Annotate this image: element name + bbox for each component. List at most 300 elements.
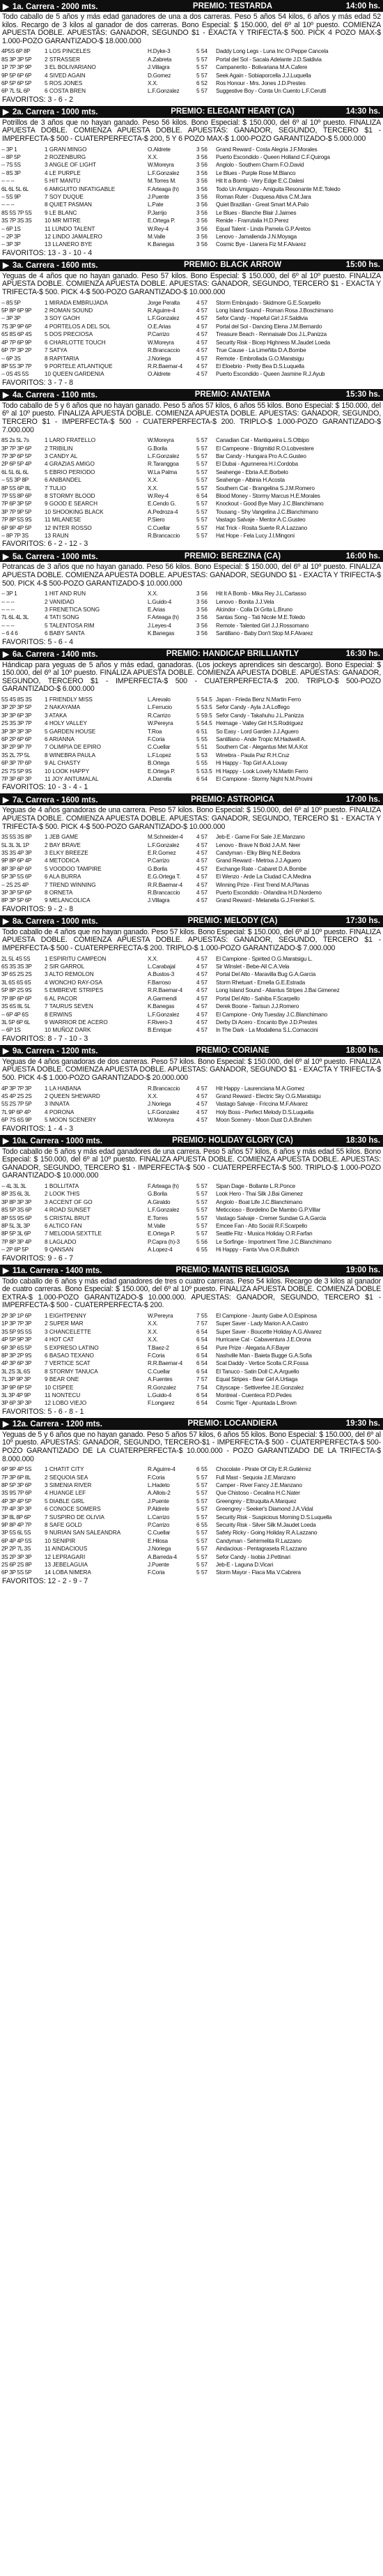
entry-number: 10 xyxy=(45,371,52,378)
horse-name: ARIANNA xyxy=(49,736,75,742)
pedigree-trainer xyxy=(216,833,383,841)
race-block xyxy=(0,1418,383,1587)
recent-form: 6S 8S 6P 4S xyxy=(1,331,32,338)
pedigree-trainer xyxy=(216,217,383,224)
race-block xyxy=(0,793,383,915)
trainer-name: L.Brown xyxy=(276,1400,297,1407)
pedigree-trainer xyxy=(216,314,383,322)
trainer-name: O.R.Farfan xyxy=(286,1230,313,1237)
pedigree-trainer xyxy=(216,460,383,468)
recent-form: 3P 6P 3P 3P xyxy=(1,1400,32,1407)
age-weight: 3 56 xyxy=(196,630,208,637)
horse-name: ANIBANDEL xyxy=(49,477,81,484)
horse-cell xyxy=(43,857,148,864)
pedigree-trainer xyxy=(216,177,383,185)
pedigree: Cosmic Bye - Llanera Fiz xyxy=(216,241,276,248)
recent-form: 2P 3P 1P 6P xyxy=(1,1312,32,1319)
list-item xyxy=(0,436,383,444)
race-header xyxy=(0,106,383,118)
age-weight: 3 56 xyxy=(196,218,208,224)
horse-name: JEB GAME xyxy=(49,834,79,841)
pedigree: Lenovo - Bonita xyxy=(216,598,254,605)
pedigree-trainer xyxy=(216,299,383,307)
pedigree: Roman Ruler - Duquesa Ativa xyxy=(216,194,288,201)
pedigree-trainer xyxy=(216,370,383,378)
trainer-name: J.A.M. Neer xyxy=(272,841,301,848)
pedigree: Southern Cat - Brangelina xyxy=(216,485,279,491)
pedigree-trainer xyxy=(216,339,383,346)
horse-name: DIABLE GIRL xyxy=(49,1497,85,1504)
list-item xyxy=(0,897,383,904)
race-block xyxy=(0,915,383,1045)
jockey-name: W.Rey-4 xyxy=(148,225,169,232)
age-weight: 6 54 xyxy=(196,1360,208,1367)
list-item xyxy=(0,622,383,630)
race-header xyxy=(0,915,383,927)
triangle-right-icon: ▶ xyxy=(3,917,9,927)
entry-number: 7 xyxy=(45,485,48,491)
triangle-right-icon: ▶ xyxy=(3,391,9,400)
race-prize: PREMIO: HANDICAP BRILLIANTLY xyxy=(166,650,299,659)
pedigree: Greengrey - Seeker's Diamond xyxy=(216,1506,290,1513)
pedigree: Hit It A Bomb - Mika Rey xyxy=(216,590,274,597)
jockey-name: L.F.Gonzalez xyxy=(148,169,180,176)
jockey-name: R.R.Baemar-4 xyxy=(148,987,182,994)
horse-name: CANDY AL xyxy=(49,452,78,459)
recent-form: -- 5S 9P xyxy=(1,194,21,201)
pedigree-trainer xyxy=(216,1375,383,1383)
horse-cell xyxy=(43,696,148,703)
trainer-name: C.M.Jara xyxy=(289,194,311,201)
race-number-text: 5a. Carrera - 1000 mts. xyxy=(12,552,98,561)
list-item xyxy=(0,185,383,193)
entry-number: 8 xyxy=(45,890,48,897)
trainer-name: J.J.Rossomano xyxy=(271,622,309,629)
entries-list xyxy=(0,47,383,95)
horse-cell xyxy=(43,970,148,978)
list-item xyxy=(0,217,383,224)
entry-number: 5 xyxy=(45,1344,48,1351)
pedigree-trainer xyxy=(216,881,383,889)
entry-number: 10 xyxy=(45,218,52,224)
recent-form: -- 8S 5P xyxy=(1,299,21,306)
pedigree: Jeb-E - Game For Sale xyxy=(216,834,272,841)
pedigree-trainer xyxy=(216,209,383,217)
race-conditions: Todo caballo de 5 años y más edad ganadores de una carrera. Peso 5 años 57 kilos, 6 años y más edad 55 kilos. Bono Especial: $ 150.000, del 6º al 10º puesto. FINALIZA APUESTA DOBLE. COMIENZA APUESTA DOBLE. APUESTAS: GANADOR, SEGUNDO, TERCERO $1 - IMPERFECTA-$ 500 - CUATERPERFECTA-$ 500. TRIPLO-$ 1.000-POZO GARANTIZADO-$ 10.000.000 xyxy=(2,1147,381,1180)
jockey-name: F.Barroso xyxy=(148,979,171,986)
list-item xyxy=(0,532,383,540)
list-item xyxy=(0,712,383,719)
recent-form: 4P 3P 6P 3P xyxy=(1,1360,32,1367)
age-weight: 7 57 xyxy=(196,1376,208,1383)
pedigree: Portal Del Alto - Sahiba xyxy=(216,995,272,1002)
pedigree-trainer xyxy=(216,1019,383,1026)
list-item xyxy=(0,370,383,378)
horse-cell xyxy=(43,233,148,241)
horse-name: VOODOO TAMPIRE xyxy=(49,865,102,872)
jockey-name: J.Puente xyxy=(148,1497,169,1504)
horse-cell xyxy=(43,201,148,208)
race-number xyxy=(3,551,127,561)
pedigree: Santas Song - Tati Nicole xyxy=(216,614,276,621)
entry-number: 7 xyxy=(45,347,48,354)
triangle-right-icon: ▶ xyxy=(3,1137,9,1146)
race-prize: PREMIO: MANTIS RELIGIOSA xyxy=(175,1266,290,1275)
pedigree-trainer xyxy=(216,161,383,169)
pedigree: Angiolo - Boat Life xyxy=(216,1198,260,1205)
pedigree-trainer xyxy=(216,1222,383,1230)
recent-form: -- 6 4 6 xyxy=(1,630,18,637)
horse-name: ROAD SUNSET xyxy=(49,1207,91,1214)
list-item xyxy=(0,1011,383,1019)
jockey-name: F.Coria xyxy=(148,1474,165,1481)
pedigree-trainer xyxy=(216,1026,383,1034)
trainer-name: M.A.Cafere xyxy=(279,64,308,71)
list-item xyxy=(0,1545,383,1553)
trainer-name: F.Scarpello xyxy=(272,995,300,1002)
pedigree: Security Risk - Silver Silk xyxy=(216,1522,276,1529)
horse-name: SATYA xyxy=(49,347,68,354)
race-prize: PREMIO: BEREZINA (CA) xyxy=(184,551,281,561)
jockey-name: L.Arevalo xyxy=(148,696,171,703)
entry-number: 4 xyxy=(45,720,48,727)
race-number xyxy=(3,649,127,659)
pedigree-trainer xyxy=(216,346,383,354)
age-weight: 5 57 xyxy=(196,1569,208,1576)
entries-list xyxy=(0,299,383,379)
horse-cell xyxy=(43,193,148,201)
trainer-name: N.Martin Ferro xyxy=(273,768,308,775)
horse-cell xyxy=(43,1190,148,1198)
list-item xyxy=(0,1352,383,1359)
horse-name: ROS JONES xyxy=(49,80,83,86)
entry-number: 11 xyxy=(45,225,51,232)
recent-form: 3P 3P 6P 3P xyxy=(1,712,32,719)
jockey-name: F.Arteaga (h) xyxy=(148,614,179,621)
trainer-name: J.E.Orona xyxy=(286,1336,311,1343)
race-number-text: 11a. Carrera - 1400 mts. xyxy=(12,1267,102,1276)
race-time: 19:30 hs. xyxy=(345,1419,380,1428)
list-item xyxy=(0,1344,383,1352)
pedigree-trainer xyxy=(216,849,383,857)
race-header xyxy=(0,259,383,271)
age-weight: 6 51 xyxy=(196,728,208,735)
age-weight: 3 56 xyxy=(196,606,208,613)
age-weight: 3 56 xyxy=(196,146,208,153)
list-item xyxy=(0,1553,383,1561)
pedigree: Camper - River Fancy xyxy=(216,1482,269,1488)
pedigree: In The Dark - La Modallena xyxy=(216,1027,281,1034)
list-item xyxy=(0,307,383,314)
pedigree-trainer xyxy=(216,768,383,775)
recent-form: 2L 5L 4S 5S xyxy=(1,955,31,962)
list-item xyxy=(0,1328,383,1336)
jockey-name: P.Carrizo xyxy=(148,1522,170,1529)
jockey-name: M.Valle xyxy=(148,1222,166,1229)
jockey-name: X.X. xyxy=(148,1320,158,1327)
age-weight: 5 57 xyxy=(196,1482,208,1488)
entry-number: 4 xyxy=(45,858,48,864)
horse-cell xyxy=(43,1392,148,1399)
pedigree-trainer xyxy=(216,1108,383,1116)
age-weight: 4 57 xyxy=(196,1003,208,1010)
jockey-name: X.X. xyxy=(148,1092,158,1099)
horse-cell xyxy=(43,1206,148,1214)
horse-name: ACCENT OF GO xyxy=(49,1198,93,1205)
entry-number: 6 xyxy=(45,874,48,881)
age-weight: 3 56 xyxy=(196,234,208,241)
horse-cell xyxy=(43,995,148,1003)
jockey-name: R.R.Baemar-4 xyxy=(148,363,182,369)
trainer-name: C.A.Vela xyxy=(268,963,290,970)
recent-form: 5P 8P 2S 9S xyxy=(1,987,32,994)
pedigree: Derby Di Acero - Encanto Bye xyxy=(216,1019,288,1026)
pedigree-trainer xyxy=(216,153,383,161)
pedigree: Super Saver - Lady Marion xyxy=(216,1320,281,1327)
pedigree-trainer xyxy=(216,1545,383,1553)
horse-name: ERWINS xyxy=(49,1011,72,1018)
entry-number: 1 xyxy=(45,1312,48,1319)
list-item xyxy=(0,1003,383,1010)
entry-number: 3 xyxy=(45,1482,48,1488)
horse-cell xyxy=(43,1537,148,1545)
recent-form: -- 3P 3P xyxy=(1,241,21,248)
trainer-name: R.F.Scarpello xyxy=(274,1222,307,1229)
race-block xyxy=(0,550,383,648)
entry-number: 1 xyxy=(45,696,48,703)
horse-cell xyxy=(43,1312,148,1320)
recent-form: 8S 3P 3P 5P xyxy=(1,56,32,63)
jockey-name: E.Hilosa xyxy=(148,1537,168,1544)
trainer-name: H.C.Nater xyxy=(276,1490,300,1497)
jockey-name: O.Aldrete xyxy=(148,146,171,153)
age-weight: 5 57 xyxy=(196,1562,208,1569)
age-weight: 3 56 xyxy=(196,209,208,216)
horse-cell xyxy=(43,1375,148,1383)
entry-number: 10 xyxy=(45,768,52,775)
jockey-name: X.X. xyxy=(148,485,158,491)
age-weight: 5 57 xyxy=(196,1198,208,1205)
pedigree: Sefor Candy - Takahuhu xyxy=(216,712,274,719)
pedigree: Hurricane Cat - Cabaventura xyxy=(216,1336,286,1343)
horse-cell xyxy=(43,881,148,889)
list-item xyxy=(0,314,383,322)
jockey-name: X.X. xyxy=(148,590,158,597)
age-weight: 3 56 xyxy=(196,194,208,201)
horse-cell xyxy=(43,1246,148,1253)
race-number-text: 10a. Carrera - 1000 mts. xyxy=(12,1137,102,1146)
trainer-name: M.F.Alvarez xyxy=(279,1101,308,1108)
recent-form: 8P 5S 9S 6P xyxy=(1,1214,32,1221)
horse-name: ATAKA xyxy=(49,712,68,719)
triangle-right-icon: ▶ xyxy=(3,108,9,117)
entry-number: 12 xyxy=(45,524,52,531)
jockey-name: A.Allois-2 xyxy=(148,1490,171,1497)
list-item xyxy=(0,63,383,71)
horse-cell xyxy=(43,1011,148,1019)
pedigree: Storm Mayor - Flaca Mia xyxy=(216,1569,276,1576)
pedigree: Nashville Man - Baieta Bugge xyxy=(216,1352,288,1359)
horse-name: PORTELOS A DEL SOL xyxy=(49,323,111,330)
list-item xyxy=(0,1384,383,1392)
age-weight: 5 57 xyxy=(196,501,208,508)
recent-form: 9P 8P 4P 7P xyxy=(1,1522,32,1529)
race-prize: PREMIO: BLACK ARROW xyxy=(183,261,282,270)
horse-cell xyxy=(43,703,148,711)
list-item xyxy=(0,339,383,346)
trainer-name: J.D.Saldivia xyxy=(292,56,322,63)
trainer-name: J.C.Blanchimano xyxy=(290,1238,331,1245)
list-item xyxy=(0,1505,383,1513)
pedigree-trainer xyxy=(216,719,383,727)
list-item xyxy=(0,1230,383,1237)
horse-name: QANSAN xyxy=(49,1247,74,1253)
recent-form: 3L 3P 4P 9P xyxy=(1,1392,31,1398)
horse-cell xyxy=(43,1352,148,1359)
list-item xyxy=(0,169,383,177)
entry-number: 1 xyxy=(45,1182,48,1189)
race-header xyxy=(0,1045,383,1057)
pedigree: Le Sorfinge - Importment Time xyxy=(216,1238,289,1245)
age-weight: 5 57 xyxy=(196,1553,208,1560)
jockey-name: E.G.Ortega T. xyxy=(148,874,181,881)
entry-number: 5 xyxy=(45,622,48,629)
jockey-name: B.Enrique xyxy=(148,1027,172,1034)
horse-name: CRISTAL BRUT xyxy=(49,1214,91,1221)
recent-form: 7P 8P 6P 6P xyxy=(1,995,32,1002)
pedigree-trainer xyxy=(216,1328,383,1336)
horse-cell xyxy=(43,1222,148,1230)
list-item xyxy=(0,1561,383,1569)
entry-number: 4 xyxy=(45,1490,48,1497)
age-weight: 5 54 xyxy=(196,48,208,55)
pedigree: Quiet Brazilian - Great Smart xyxy=(216,201,286,208)
trainer-name: M.Jaudet Loeda xyxy=(276,1522,316,1529)
list-item xyxy=(0,1026,383,1034)
horse-cell xyxy=(43,445,148,452)
entry-number: 9 xyxy=(45,760,48,767)
age-weight: 3 56 xyxy=(196,241,208,248)
age-weight: 5 53 xyxy=(196,752,208,759)
jockey-name: Jorge Peralta xyxy=(148,299,180,306)
horse-name: OLIMPIA DE EPIRO xyxy=(49,744,102,751)
horse-name: LOS PINCELES xyxy=(49,48,91,55)
pedigree-trainer xyxy=(216,524,383,532)
pedigree: El Campione - Stormy Night xyxy=(216,776,283,783)
entry-number: 3 xyxy=(45,452,48,459)
pedigree: Remote - Talented Girl xyxy=(216,622,270,629)
jockey-name: R.R.Baemar-4 xyxy=(148,881,182,888)
horse-cell xyxy=(43,217,148,224)
age-weight: 4 57 xyxy=(196,841,208,848)
trainer-name: J.C.Blanchimano xyxy=(282,501,324,508)
list-item xyxy=(0,970,383,978)
trainer-name: M.A.Kot xyxy=(288,744,308,751)
entries-list xyxy=(0,1465,383,1577)
horse-name: ALTO REMOLON xyxy=(49,971,94,978)
entry-number: 1 xyxy=(45,299,48,306)
jockey-name: W.Moreyra xyxy=(148,1117,174,1124)
recent-form: -- 0S 4S 5S xyxy=(1,371,29,378)
horse-name: PORONA xyxy=(49,1108,75,1115)
horse-name: AL PACOR xyxy=(49,995,77,1002)
horse-cell xyxy=(43,979,148,986)
pedigree-trainer xyxy=(216,307,383,314)
list-item xyxy=(0,1246,383,1253)
horse-cell xyxy=(43,598,148,606)
jockey-name: R.Carrizo xyxy=(148,712,171,719)
horse-name: SOY GAOH xyxy=(49,315,80,322)
trainer-name: J.D.Prestes xyxy=(289,1019,318,1026)
entry-number: 1 xyxy=(45,437,48,444)
age-weight: 5 57 xyxy=(196,1514,208,1521)
jockey-name: F.Arteaga (h) xyxy=(148,185,179,192)
list-item xyxy=(0,1100,383,1108)
trainer-name: J.A.Loffego xyxy=(262,704,290,711)
jockey-name: L.F.Gonzalez xyxy=(148,452,180,459)
race-header xyxy=(0,389,383,401)
horse-cell xyxy=(43,833,148,841)
recent-form: 7S 3P 9P 6P xyxy=(1,323,32,330)
jockey-name: A.Darrella xyxy=(148,776,172,783)
horse-name: FRENETICA SONG xyxy=(49,606,100,613)
recent-form: 2S 3S 3P 7P xyxy=(1,720,32,727)
pedigree-trainer xyxy=(216,330,383,338)
race-conditions: Todo caballo de 4 años que no hayan ganado. Peso 57 kilos. Bono Especial: $ 150.000, del 6º al 10º puesto. FINALIZA APUESTA DOBLE. COMIENZA APUESTA DOBLE. APUESTAS: GANADOR, SEGUNDO, TERCERO $1 - IMPERFECTA-$ 500 - CUATERPERFECTA-$ 200. TRIPLO-$ 1.000-POZO GARANTIZADO-$ 7.000.000 xyxy=(2,927,381,953)
trainer-name: J.E.Manzano xyxy=(270,1482,302,1488)
horse-name: STORMY TANUCA xyxy=(49,1368,98,1375)
recent-form: 1P 7P 3P 9P xyxy=(1,64,32,71)
pedigree: Safety Ricky - Going Holiday xyxy=(216,1530,285,1537)
horse-name: SEQUOIA SEA xyxy=(49,1474,88,1481)
horse-name: FRIENDLY MISS xyxy=(49,696,93,703)
recent-form: 7P 3P 6P 3P xyxy=(1,776,32,783)
horse-cell xyxy=(43,79,148,87)
trainer-name: R.J.Ayub xyxy=(302,371,325,378)
recent-form: 3S 6S 8L 5L xyxy=(1,1003,31,1010)
pedigree: Angiolo - Southern Charm xyxy=(216,162,279,169)
jockey-name: A.Zabreta xyxy=(148,56,172,63)
list-item xyxy=(0,299,383,307)
horse-name: MIRADA EMBRUJADA xyxy=(49,299,109,306)
pedigree-trainer xyxy=(216,986,383,994)
jockey-name: T.Baez-2 xyxy=(148,1344,169,1351)
trainer-name: J.Jaimes xyxy=(274,209,297,216)
trainer-name: M.E.Toledo xyxy=(313,185,341,192)
list-item xyxy=(0,460,383,468)
age-weight: 6 54 xyxy=(196,1352,208,1359)
entries-list xyxy=(0,696,383,783)
pedigree-trainer xyxy=(216,841,383,849)
list-item xyxy=(0,153,383,161)
list-item xyxy=(0,524,383,532)
list-item xyxy=(0,468,383,476)
horse-name: VERTICE SCAT xyxy=(49,1360,91,1367)
entry-number: 6 xyxy=(45,630,48,637)
entry-number: 12 xyxy=(45,1553,52,1560)
entry-number: 7 xyxy=(45,1360,48,1367)
race-prize: PREMIO: ELEGANT HEART (CA) xyxy=(171,107,295,116)
entry-number: 2 xyxy=(45,1474,48,1481)
list-item xyxy=(0,1238,383,1246)
race-number-text: 12a. Carrera - 1200 mts. xyxy=(12,1420,102,1429)
horse-cell xyxy=(43,606,148,613)
pedigree: Campanerito - Bolivariana xyxy=(216,64,279,71)
pedigree-trainer xyxy=(216,1116,383,1124)
age-weight: 4 57 xyxy=(196,323,208,330)
jockey-name: L.Carrizo xyxy=(148,1514,170,1521)
race-number-text: 6a. Carrera - 1400 mts. xyxy=(12,650,98,660)
